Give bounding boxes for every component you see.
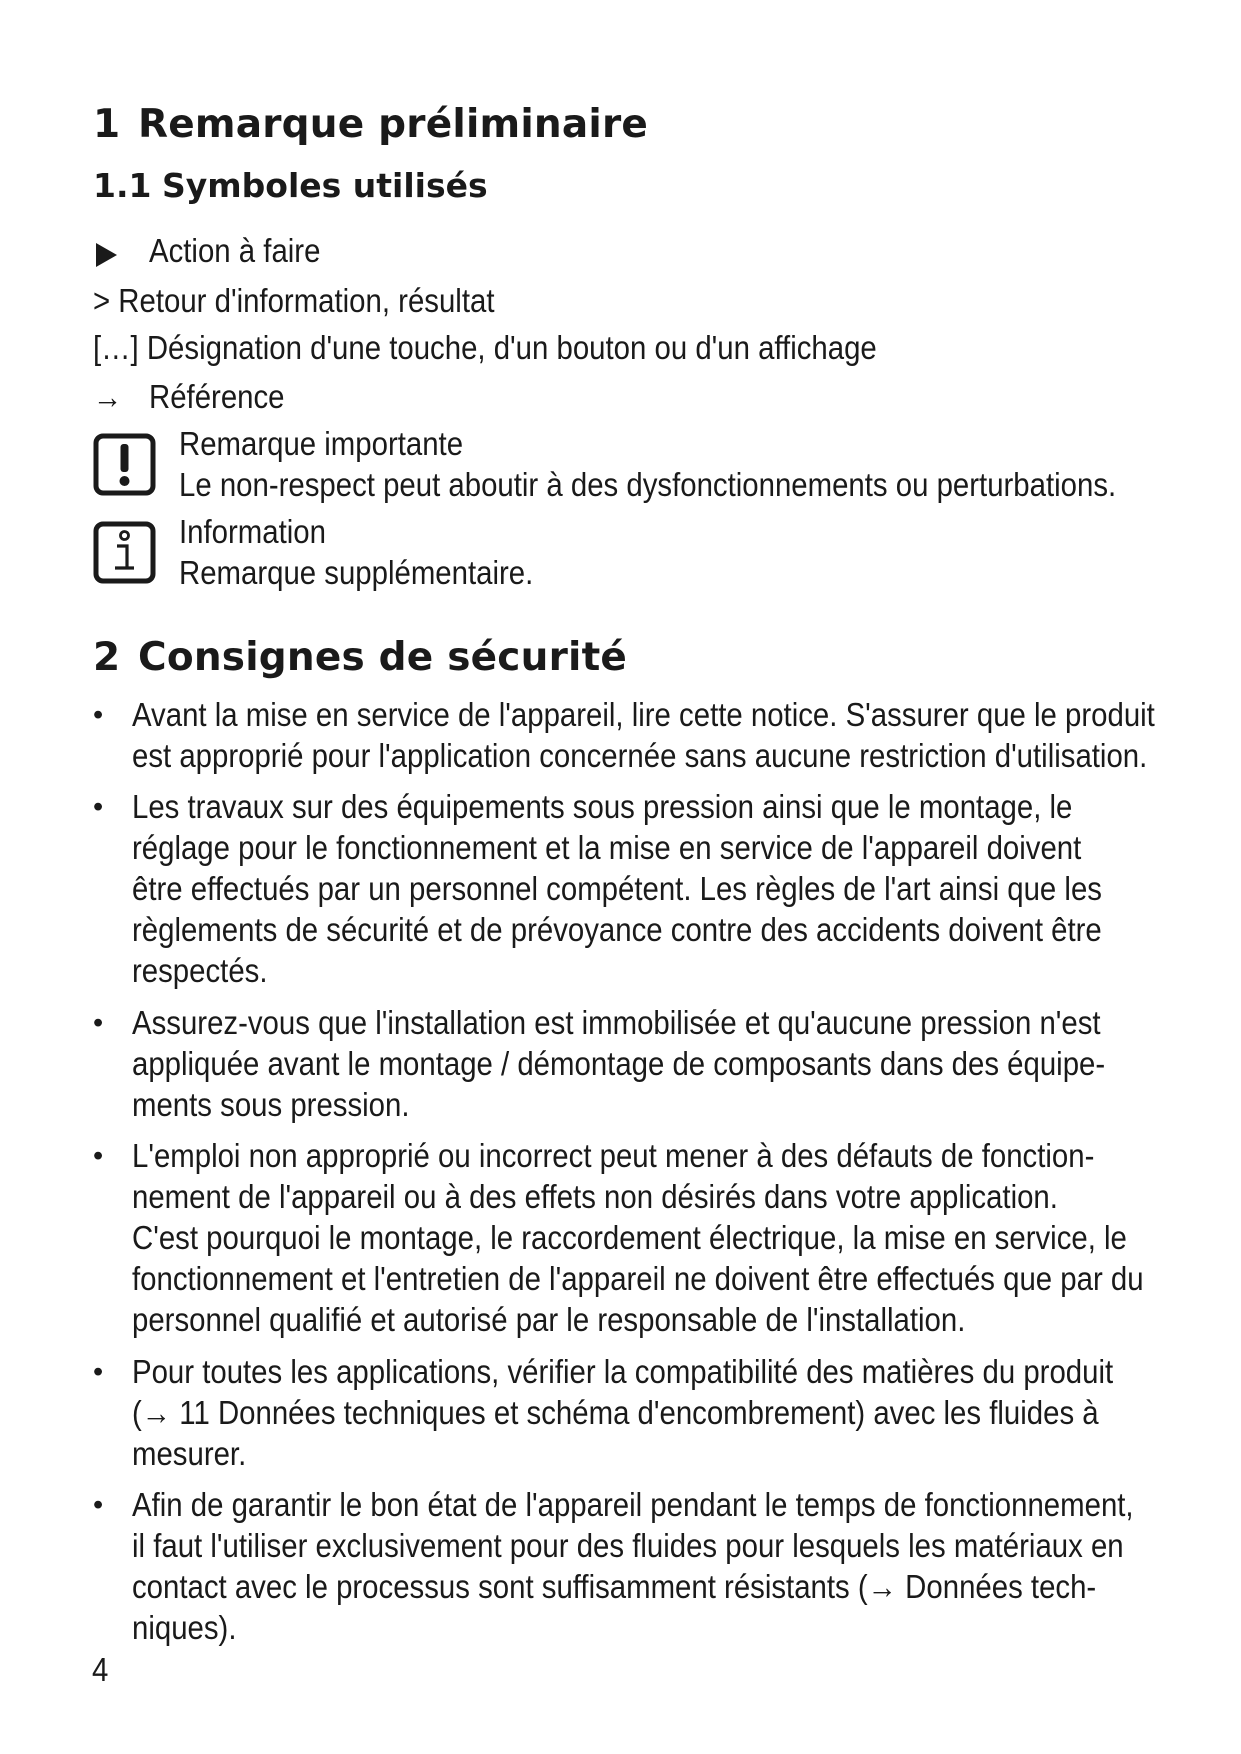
list-item — [132, 786, 1102, 991]
symbol-designation-text: […] Désignation d'une touche, d'un bouton ou d'un affichage — [93, 329, 877, 366]
reference-arrow-icon: → — [93, 378, 123, 415]
symbol-feedback-text: > Retour d'information, résultat — [93, 282, 495, 319]
list-item — [132, 694, 1155, 776]
list-item-line: L'emploi non approprié ou incorrect peut mener à des défauts de fonction- — [132, 1137, 1095, 1174]
info-title: Information — [179, 513, 326, 550]
section-2-heading — [93, 635, 627, 680]
list-item-line: Pour toutes les applications, vérifier la compatibilité des matières du produit — [132, 1353, 1114, 1390]
list-item-line: est approprié pour l'application concernée sans aucune restriction d'utilisation. — [132, 737, 1148, 774]
list-item-line: personnel qualifié et autorisé par le responsable de l'installation. — [132, 1301, 966, 1338]
list-item-line: contact avec le processus sont suffisamment résistants (→ Données tech- — [132, 1568, 1097, 1605]
list-item-line: nement de l'appareil ou à des effets non désirés dans votre application. — [132, 1178, 1058, 1215]
bullet-marker: • — [93, 1356, 104, 1388]
list-item — [132, 1351, 1114, 1474]
section-1-title: Remarque préliminaire — [138, 102, 649, 147]
bullet-marker: • — [93, 791, 104, 823]
bullet-marker: • — [93, 699, 104, 731]
subsection-1-1-title: Symboles utilisés — [162, 166, 488, 205]
list-item-line: (→ 11 Données techniques et schéma d'encombrement) avec les fluides à — [132, 1394, 1099, 1431]
bullet-marker: • — [93, 1007, 104, 1039]
important-warning-icon — [93, 433, 156, 496]
list-item-line: être effectués par un personnel compétent. Les règles de l'art ainsi que les — [132, 870, 1102, 907]
list-item-line: il faut l'utiliser exclusivement pour des fluides pour lesquels les matériaux en — [132, 1527, 1124, 1564]
list-item — [132, 1484, 1134, 1648]
bullet-marker: • — [93, 1140, 104, 1172]
list-item-line: Avant la mise en service de l'appareil, lire cette notice. S'assurer que le produit — [132, 696, 1155, 733]
bullet-marker: • — [93, 1489, 104, 1521]
list-item-line: Les travaux sur des équipements sous pression ainsi que le montage, le — [132, 788, 1073, 825]
list-item-line: ments sous pression. — [132, 1086, 410, 1123]
list-item-line: réglage pour le fonctionnement et la mise en service de l'appareil doivent — [132, 829, 1082, 866]
list-item-line: niques). — [132, 1609, 237, 1646]
list-item-line: C'est pourquoi le montage, le raccordement électrique, la mise en service, le — [132, 1219, 1127, 1256]
list-item-line: Assurez-vous que l'installation est immobilisée et qu'aucune pression n'est — [132, 1004, 1101, 1041]
subsection-1-1-number: 1.1 — [93, 166, 152, 205]
list-item — [132, 1135, 1144, 1340]
list-item-line: respectés. — [132, 952, 268, 989]
symbol-action-text: Action à faire — [149, 232, 321, 269]
section-1-heading — [93, 102, 648, 147]
section-2-title: Consignes de sécurité — [138, 635, 628, 680]
action-triangle-icon — [96, 243, 117, 267]
important-text: Le non-respect peut aboutir à des dysfonctionnements ou perturbations. — [179, 466, 1117, 503]
list-item-line: fonctionnement et l'entretien de l'appareil ne doivent être effectués que par du — [132, 1260, 1144, 1297]
list-item-line: mesurer. — [132, 1435, 247, 1472]
list-item-line: appliquée avant le montage / démontage de composants dans des équipe- — [132, 1045, 1106, 1082]
subsection-1-1-heading — [93, 166, 488, 205]
page-number: 4 — [92, 1651, 109, 1688]
list-item-line: règlements de sécurité et de prévoyance contre des accidents doivent être — [132, 911, 1102, 948]
section-1-number: 1 — [93, 102, 121, 147]
important-title: Remarque importante — [179, 425, 464, 462]
info-text: Remarque supplémentaire. — [179, 554, 534, 591]
list-item — [132, 1002, 1106, 1125]
symbol-reference-text: Référence — [149, 378, 285, 415]
section-2-number: 2 — [93, 635, 121, 680]
info-icon — [93, 521, 156, 584]
list-item-line: Afin de garantir le bon état de l'appareil pendant le temps de fonctionnement, — [132, 1486, 1134, 1523]
